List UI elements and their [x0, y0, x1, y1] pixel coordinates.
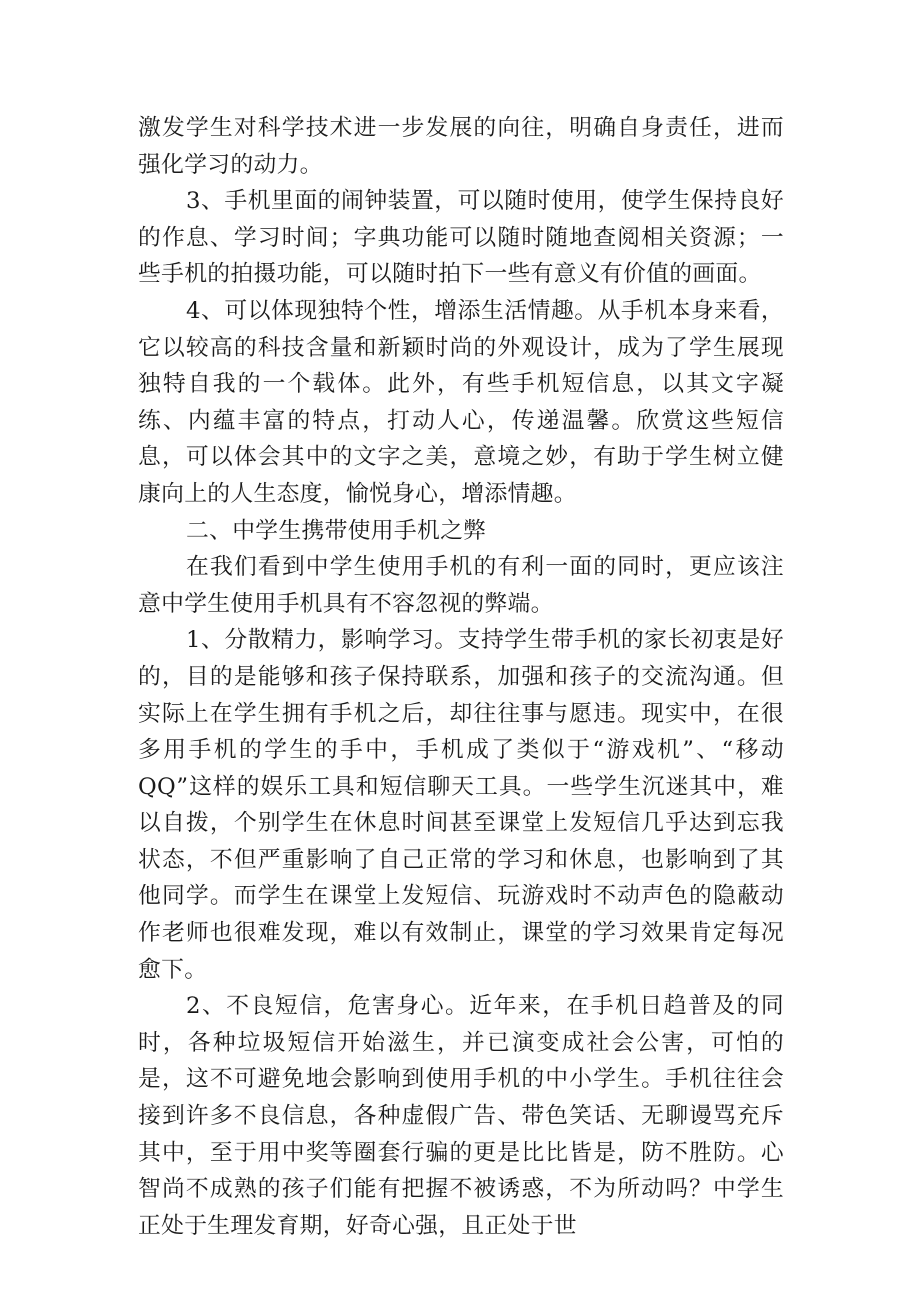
section-heading: 二、中学生携带使用手机之弊 [186, 517, 487, 544]
document-body [138, 110, 784, 1244]
paragraph-4: 在我们看到中学生使用手机的有利一面的同时，更应该注意中学生使用手机具有不容忽视的弊端。 [138, 554, 784, 617]
paragraph-1: 激发学生对科学技术进一步发展的向往，明确自身责任，进而强化学习的动力。 [138, 115, 784, 178]
paragraph-2: 3、手机里面的闹钟装置，可以随时使用，使学生保持良好的作息、学习时间；字典功能可以随时随地查阅相关资源；一些手机的拍摄功能，可以随时拍下一些有意义有价值的画面。 [138, 188, 784, 288]
paragraph-5: 1、分散精力，影响学习。支持学生带手机的家长初衷是好的，目的是能够和孩子保持联系，加强和孩子的交流沟通。但实际上在学生拥有手机之后，却往往事与愿违。现实中，在很多用手机的学生的手中，手机成了类似于“游戏机”、“移动QQ”这样的娱乐工具和短信聊天工具。一些学生沉迷其中，难以自拨，个别学生在休息时间甚至课堂上发短信几乎达到忘我状态，不但严重影响了自己正常的学习和休息，也影响到了其他同学。而学生在课堂上发短信、玩游戏时不动声色的隐蔽动作老师也很难发现，难以有效制止，课堂的学习效果肯定每况愈下。 [138, 627, 784, 983]
paragraph-3: 4、可以体现独特个性，增添生活情趣。从手机本身来看，它以较高的科技含量和新颖时尚的外观设计，成为了学生展现独特自我的一个载体。此外，有些手机短信息，以其文字凝练、内蕴丰富的特点，打动人心，传递温馨。欣赏这些短信息，可以体会其中的文字之美，意境之妙，有助于学生树立健康向上的人生态度，愉悦身心，增添情趣。 [138, 297, 784, 507]
paragraph-6: 2、不良短信，危害身心。近年来，在手机日趋普及的同时，各种垃圾短信开始滋生，并已演变成社会公害，可怕的是，这不可避免地会影响到使用手机的中小学生。手机往往会接到许多不良信息，各种虚假广告、带色笑话、无聊谩骂充斥其中，至于用中奖等圈套行骗的更是比比皆是，防不胜防。心智尚不成熟的孩子们能有把握不被诱惑，不为所动吗？中学生正处于生理发育期，好奇心强，且正处于世 [138, 993, 784, 1239]
